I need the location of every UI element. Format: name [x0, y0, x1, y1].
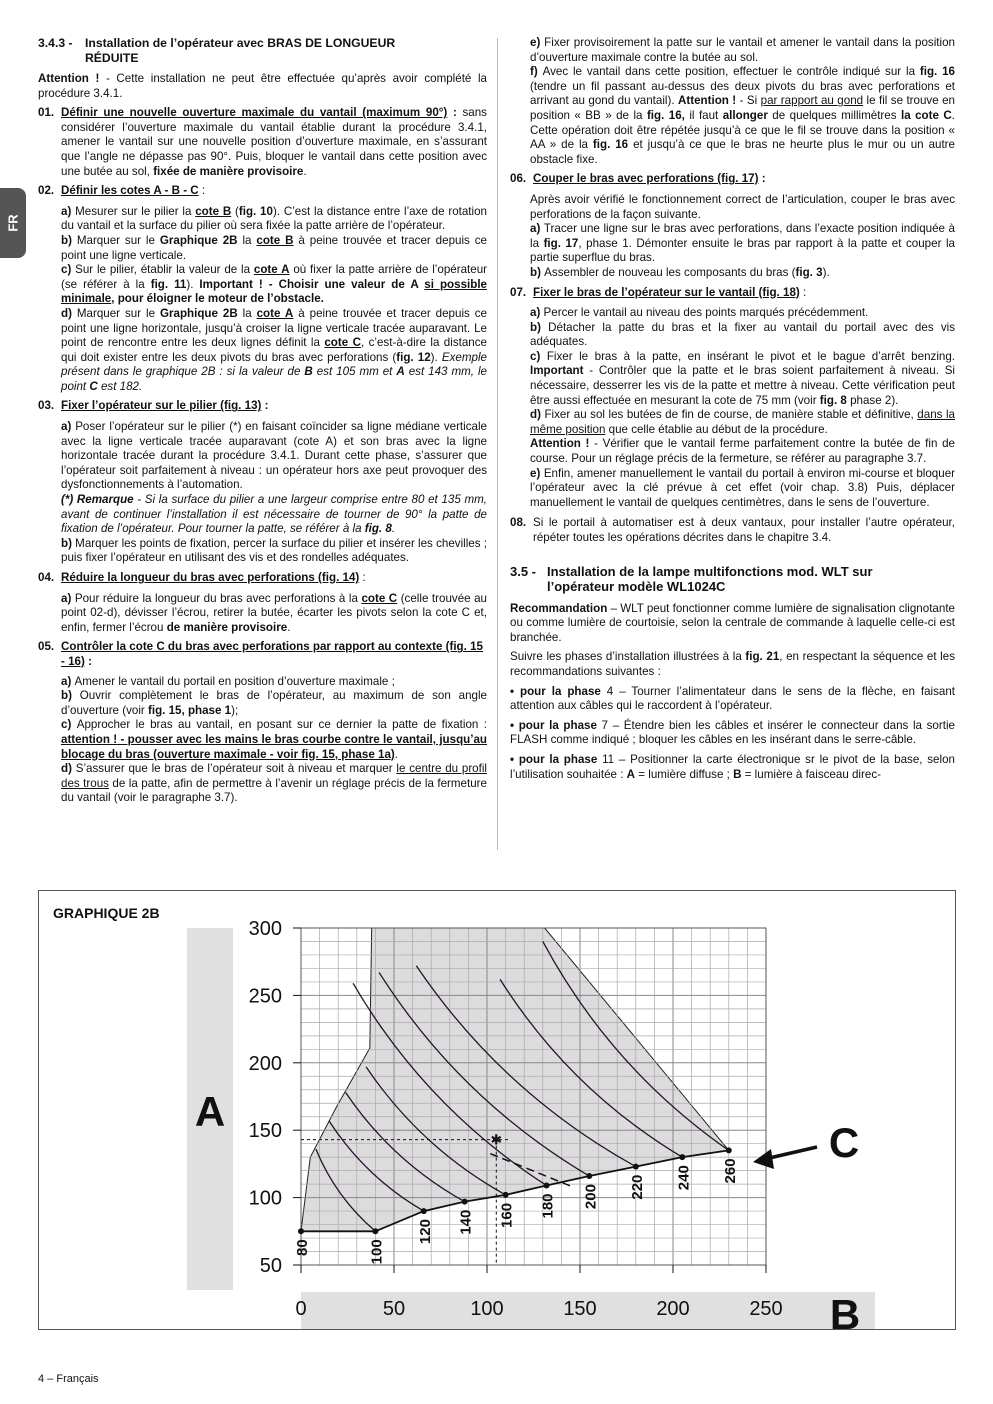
fig-ref: fig. 10: [238, 204, 273, 218]
colon: :: [84, 654, 92, 668]
letter: a): [61, 204, 76, 218]
option-a: A: [626, 767, 636, 781]
c-value-label: 120: [416, 1219, 434, 1245]
c-value-label: 80: [294, 1239, 311, 1256]
text: Fixer au sol les butées de fin de course, de manière stable et définitive,: [544, 408, 918, 422]
text: Pour réduire la longueur du bras avec perforations à la: [74, 591, 362, 605]
y-tick-label: 200: [248, 1052, 282, 1075]
colon: :: [261, 399, 269, 413]
graph-ref: Graphique 2B: [159, 306, 238, 320]
letter: a): [530, 222, 544, 236]
letter: b): [530, 320, 549, 334]
phase-number: 4: [600, 684, 614, 698]
text: );: [231, 703, 239, 717]
c-arrow-shaft: [765, 1147, 817, 1159]
important-text: , pour éloigner le moteur de l’obstacle.: [111, 292, 324, 306]
text: Avec le vantail dans cette position, effectuer le contrôle indiqué sur la: [542, 65, 920, 79]
letter: b): [61, 233, 77, 247]
step-title: Fixer le bras de l’opérateur sur le vantail (fig. 18): [533, 285, 800, 299]
punct: .: [303, 164, 307, 178]
text: – Positionner la carte électronique sr le pivot de la base, selon l’utilisation souhaitée :: [510, 752, 955, 781]
underline-text: dans la même position: [530, 408, 955, 436]
x-tick-label: 0: [295, 1298, 307, 1320]
step-07-body: [510, 306, 955, 510]
c-value-label: 240: [675, 1165, 693, 1191]
c-point: [679, 1154, 685, 1160]
text: le fil se trouve en position « BB » de la: [530, 94, 955, 122]
chart-title: GRAPHIQUE 2B: [53, 905, 160, 921]
text: Fixer provisoirement la patte sur le vantail et amener le vantail dans la position d’ouverture maximale contre la butée au sol.: [530, 36, 956, 64]
text: la: [237, 306, 257, 320]
example-bold: A: [396, 365, 405, 379]
graph-ref: Graphique 2B: [159, 233, 238, 247]
text: ).: [186, 277, 200, 291]
x-tick-label: 100: [470, 1298, 504, 1320]
y-axis-label: A: [194, 1088, 226, 1135]
text: la: [237, 233, 257, 247]
step-04: [38, 571, 487, 586]
text: Fixer le bras à la patte, en insérant le pivot et le bague d’arrêt benzing.: [546, 349, 956, 363]
cote-ref: cote C: [361, 591, 398, 605]
example-text: est 105 mm et: [312, 365, 397, 379]
text: - Si: [736, 94, 761, 108]
c-point: [462, 1199, 468, 1205]
text: Percer le vantail au niveau des points marqués précédemment.: [543, 306, 869, 320]
underline-text: par rapport au gond: [760, 94, 864, 108]
text: Marquer les points de fixation, percer la surface du pilier et insérer les chevilles ; puis fixer l’opérateur en utilisant des vis et des rondelles adéquates.: [61, 536, 487, 565]
text: Suivre les phases d’installation illustrées à la: [510, 650, 746, 664]
phase-number: 11: [597, 752, 615, 766]
text: Mesurer sur le pilier la: [75, 204, 196, 218]
text: – WLT peut fonctionner comme lumière de signalisation clignotante ou comme lumière de courtoisie, selon la centrale de commande à laquelle celle-ci est branchée.: [510, 601, 955, 644]
letter: c): [61, 263, 76, 277]
phase-4-bullet: [510, 685, 955, 714]
important-label: Important: [530, 364, 584, 378]
curve-label-c: C: [828, 1119, 860, 1166]
fig-ref: fig. 16: [592, 138, 629, 152]
letter: e): [530, 466, 544, 480]
cote-ref: cote C: [324, 336, 361, 350]
step-title: Contrôler la cote C du bras avec perforations par rapport au contexte (fig. 15 - 16): [61, 640, 483, 668]
remark-label: (*) Remarque: [61, 493, 134, 507]
step-06: [510, 172, 955, 187]
attention-label: Attention !: [677, 94, 737, 108]
y-tick-label: 150: [248, 1120, 282, 1143]
attention-paragraph: [38, 72, 487, 101]
step-05-continued: [510, 36, 955, 167]
text: (celle trouvée au point 02-d), dévisser l’écrou, retirer la butée, écarter les pivots selon la cote C et, enfin, fermer l’écrou: [61, 591, 488, 634]
colon: :: [198, 184, 206, 198]
c-point: [421, 1208, 427, 1214]
cote-ref: cote A: [253, 263, 290, 277]
c-point: [633, 1164, 639, 1170]
bullet-label: • pour la phase: [510, 718, 597, 732]
y-tick-label: 300: [248, 918, 282, 940]
step-02-body: [38, 205, 487, 395]
example-marker: ✱: [490, 1131, 503, 1148]
step-04-body: [38, 592, 487, 636]
text: ).: [822, 265, 830, 279]
graphique-2b-chart: [39, 891, 955, 1329]
c-value-label: 200: [582, 1184, 600, 1210]
step-07: [510, 286, 955, 301]
step-title: Fixer l’opérateur sur le pilier (fig. 13): [61, 399, 262, 413]
text: Tracer une ligne sur le bras avec perforations, dans l’exacte position indiquée à la: [530, 222, 956, 250]
text: Approcher le bras au vantail, en posant sur ce dernier la patte de fixation :: [76, 718, 488, 732]
step-number: 03.: [38, 399, 55, 413]
fig-ref: fig. 3: [795, 265, 823, 279]
section-number: 3.4.3 -: [38, 36, 73, 50]
step-05-body: [38, 675, 487, 806]
text: , c’est-à-dire la distance qui doit exister entre les deux pivots du bras avec perforations (: [61, 336, 487, 364]
fig-ref: fig. 8: [819, 393, 847, 407]
letter: a): [61, 420, 76, 434]
fig-ref: fig. 16,: [646, 108, 685, 122]
text: et jusqu’à ce que le bras ne heurte plus le mur ou un autre obstacle fixe.: [530, 138, 955, 166]
text: que celle établie au début de la procédure.: [605, 422, 828, 436]
bullet-label: • pour la phase: [510, 752, 598, 766]
step-title: Définir une nouvelle ouverture maximale du vantail (maximum 90°): [61, 106, 448, 120]
cote-ref: la cote C: [900, 108, 952, 122]
step-text: Si le portail à automatiser est à deux vantaux, pour installer l’autre opérateur, répéter toutes les opérations décrites dans le chapitre 3.4.: [533, 516, 955, 544]
text: ). C’est la distance entre l’axe de rotation du vantail et la surface du pilier où sera fixée la patte arrière de l’opérateur.: [61, 204, 488, 233]
text: = lumière diffuse ;: [635, 767, 734, 781]
phase-number: 7: [596, 718, 609, 732]
step-number: 05.: [38, 640, 55, 654]
fig-ref: fig. 8: [364, 522, 392, 536]
c-value-label: 160: [498, 1202, 516, 1228]
text: Marquer sur le: [76, 233, 160, 247]
punct: .: [391, 522, 396, 536]
step-number: 01.: [38, 106, 55, 120]
step-02: [38, 184, 487, 199]
step-title: Couper le bras avec perforations (fig. 17): [533, 172, 759, 186]
graphique-2b-box: [38, 890, 956, 1330]
section-title-line2: l’opérateur modèle WL1024C: [547, 578, 726, 594]
attention-label: Attention !: [38, 72, 100, 85]
right-column: [510, 36, 955, 782]
y-tick-label: 250: [248, 985, 282, 1008]
text: à peine trouvée et tracer depuis ce point une ligne verticale.: [61, 233, 487, 262]
section-3-4-3-heading: [38, 36, 487, 65]
language-tab-label: FR: [5, 214, 21, 232]
step-number: 04.: [38, 571, 55, 584]
letter: d): [61, 306, 77, 320]
colon: :: [359, 571, 366, 584]
left-column: [38, 36, 487, 806]
letter: d): [530, 408, 545, 422]
letter: a): [61, 591, 75, 605]
letter: d): [61, 762, 76, 776]
option-b: B: [733, 767, 742, 781]
text: (: [231, 204, 239, 218]
section-title-line1: Installation de la lampe multifonctions mod. WLT sur: [547, 563, 873, 579]
attention-underline: attention ! - pousser avec les mains le bras courbe contre le vantail, jusqu’au blocage du bras (ouverture maximale - voir fig. 15, phase 1a): [61, 732, 487, 761]
text: de la patte, afin de permettre à l’avenir un réglage précis de la fermeture du vantail (voir le paragraphe 3.7).: [61, 776, 487, 805]
section-number: 3.5 -: [510, 563, 537, 579]
letter: b): [530, 265, 545, 279]
example-text: Exemple présent dans le graphique 2B : si la valeur de: [61, 350, 487, 379]
fig-ref: fig. 11: [150, 277, 187, 291]
section-title-line2: RÉDUITE: [85, 50, 139, 65]
step-title: Réduire la longueur du bras avec perforations (fig. 14): [61, 571, 360, 584]
text: - Contrôler que la patte et le bras soient parfaitement à niveau. Si nécessaire, desserrer les vis de la patte et mettre à niveau. Cette vérification peut être aussi effectuée en mesurant la cote de 75 mm (voir: [530, 364, 955, 407]
text: = lumière à faisceau direc-: [741, 767, 881, 781]
x-tick-label: 200: [656, 1298, 690, 1320]
step-number: 07.: [510, 285, 527, 299]
c-point: [298, 1228, 304, 1234]
step-08: [510, 516, 955, 545]
c-point: [544, 1182, 550, 1188]
step-05: [38, 640, 487, 669]
x-axis-label: B: [829, 1291, 861, 1329]
text: phase 2).: [846, 393, 899, 407]
step-title: Définir les cotes A - B - C: [61, 184, 199, 198]
cote-ref: cote B: [195, 204, 232, 218]
c-value-label: 140: [457, 1209, 475, 1235]
c-point: [503, 1192, 509, 1198]
text: – Tourner l’alimentateur dans le sens de la flèche, en faisant attention aux câbles qui le raccordent à l’opérateur.: [510, 684, 956, 713]
step-lead: Après avoir vérifié le fonctionnement correct de l’articulation, couper le bras avec perforations de la façon suivante.: [530, 192, 955, 221]
c-value-label: 260: [721, 1158, 739, 1184]
text: de quelques millimètres: [767, 108, 901, 122]
colon: :: [799, 285, 807, 299]
column-separator: [497, 38, 498, 850]
letter: e): [530, 36, 545, 49]
page-footer: 4 – Français: [38, 1373, 99, 1385]
text: - Vérifier que le vantail ferme parfaitement contre la butée de fin de course. Pour un réglage précis de la fermeture, se référer au paragraphe 3.7.: [530, 437, 955, 466]
text: , en respectant la séquence et les recommandations suivantes :: [510, 650, 955, 678]
text: Poser l’opérateur sur le pilier (*) en faisant coïncider sa ligne médiane verticale avec la ligne verticale tracée auparavant (cote A) et son bras avec la ligne horizontale tracée durant la procédure 3.4.1. Durant cette phase, s’assurer que l’opérateur soit parfaitement à niveau : un opérateur hors axe peut provoquer des dysfonctionnements à l’automation.: [61, 420, 487, 492]
step-number: 02.: [38, 184, 55, 198]
text: Sur le pilier, établir la valeur de la: [75, 263, 254, 277]
text: Enfin, amener manuellement le vantail du portail à environ mi-course et bloquer l’opérateur avec la clé prévue à cet effet (voir chap. 3.8) Puis, déplacer manuellement le vantail de quelques centimètres, dans le sens de l’ouverture.: [530, 466, 955, 509]
text: S’assurer que le bras de l’opérateur soit à niveau et marquer: [75, 762, 397, 776]
x-tick-label: 50: [382, 1298, 406, 1320]
text: Marquer sur le: [76, 306, 160, 320]
letter: a): [530, 306, 544, 320]
text: il faut: [684, 108, 723, 122]
phase-11-bullet: [510, 753, 955, 782]
y-tick-label: 50: [259, 1255, 282, 1277]
fig-ref: fig. 12: [396, 350, 431, 364]
letter: b): [61, 536, 76, 550]
text: Ouvrir complètement le bras de l’opérateur, au maximum de son angle d’ouverture (voir: [61, 689, 487, 717]
text: Assembler de nouveau les composants du bras (: [544, 265, 796, 279]
language-tab[interactable]: [0, 188, 26, 258]
c-point: [586, 1173, 592, 1179]
c-value-label: 220: [628, 1174, 646, 1200]
x-tick-label: 150: [563, 1298, 597, 1320]
colon: :: [758, 172, 766, 186]
letter: b): [61, 689, 80, 703]
step-bold: de manière provisoire: [166, 620, 288, 634]
text: Amener le vantail du portail en position d’ouverture maximale ;: [74, 674, 395, 688]
recommendation-paragraph: [510, 602, 955, 646]
attention-label: Attention !: [530, 437, 590, 451]
example-bold: C: [89, 379, 98, 393]
step-03-body: [38, 420, 487, 566]
fig-ref: fig. 16: [919, 65, 955, 79]
step-number: 08.: [510, 516, 527, 530]
step-01: [38, 106, 487, 179]
section-title-line1: Installation de l’opérateur avec BRAS DE LONGUEUR: [85, 36, 396, 50]
phases-intro: [510, 650, 955, 679]
example-text: est 143 mm, le point: [61, 365, 487, 393]
example-text: est 182.: [97, 379, 143, 393]
text: . Cette opération doit être répétée jusqu’à ce que le fil se trouve dans la position « AA » de la: [530, 108, 955, 152]
text: à peine trouvée et tracer depuis ce point une ligne horizontale, jusqu’à croiser la ligne verticale tracée auparavant. Le point de rencontre entre les deux lignes définit la: [61, 306, 488, 350]
step-bold: fixée de manière provisoire: [153, 164, 304, 178]
section-3-5-heading: [510, 564, 955, 594]
x-tick-label: 250: [749, 1298, 783, 1320]
cote-ref: cote B: [256, 233, 294, 247]
step-bold: allonger: [722, 108, 768, 122]
fig-ref: fig. 15, phase 1: [148, 703, 232, 717]
bullet-label: • pour la phase: [510, 684, 601, 698]
cote-ref: cote A: [256, 306, 294, 320]
text: Détacher la patte du bras et la fixer au vantail du portail avec des vis adéquates.: [530, 320, 955, 349]
important-text: Important ! - Choisir une valeur de A: [199, 277, 425, 291]
text: ).: [430, 350, 442, 364]
c-value-label: 180: [539, 1193, 557, 1219]
recommendation-label: Recommandation: [510, 601, 608, 615]
phase-7-bullet: [510, 719, 955, 748]
text: , phase 1. Démonter ensuite le bras par rapport à la patte et couper la partie superflue du bras.: [530, 236, 955, 265]
c-point: [726, 1147, 732, 1153]
text: (tendre un fil passant au-dessus des deux pivots du bras avec perforations et arrivant au gond du vantail).: [530, 79, 955, 108]
underline-text: le centre du profil des trous: [61, 762, 488, 790]
letter: f): [530, 65, 543, 79]
text: où fixer la patte arrière de l’opérateur (se référer à la: [61, 263, 487, 291]
letter: c): [61, 718, 77, 732]
fig-ref: fig. 17: [543, 236, 579, 250]
text: – Étendre bien les câbles et insérer le connecteur dans la sortie FLASH comme indiqué ; bloquer les câbles en les insérant dans le serre-câble.: [510, 718, 955, 747]
y-tick-label: 100: [248, 1187, 282, 1210]
colon: :: [447, 106, 457, 120]
step-06-body: [510, 193, 955, 281]
important-underline: si possible minimale: [61, 277, 487, 306]
step-number: 06.: [510, 172, 527, 186]
letter: a): [61, 674, 75, 688]
step-03: [38, 399, 487, 414]
remark-text: - Si la surface du pilier a une largeur comprise entre 80 et 135 mm, avant de continuer l’installation il est nécessaire de tourner de 90° la patte de fixation de l’opérateur. Pour tourner la patte, se référer à la: [61, 493, 487, 536]
c-value-label: 100: [368, 1239, 386, 1265]
example-bold: B: [304, 365, 313, 379]
punct: .: [287, 620, 291, 634]
step-text: sans considérer l’ouverture maximale du vantail établie durant la procédure 3.4.1, amener le vantail sur une nouvelle position d’ouverture maximale, en s’assurant que l’angle ne dépasse pas 90°. Puis, bloquer le vantail dans cette position avec une butée au sol,: [61, 106, 487, 178]
c-point: [372, 1228, 378, 1234]
fig-ref: fig. 21: [745, 650, 780, 664]
attention-text: - Cette installation ne peut être effectuée qu’après avoir complété la procédure 3.4.1.: [38, 72, 487, 100]
punct: .: [394, 747, 398, 761]
letter: c): [530, 349, 547, 363]
